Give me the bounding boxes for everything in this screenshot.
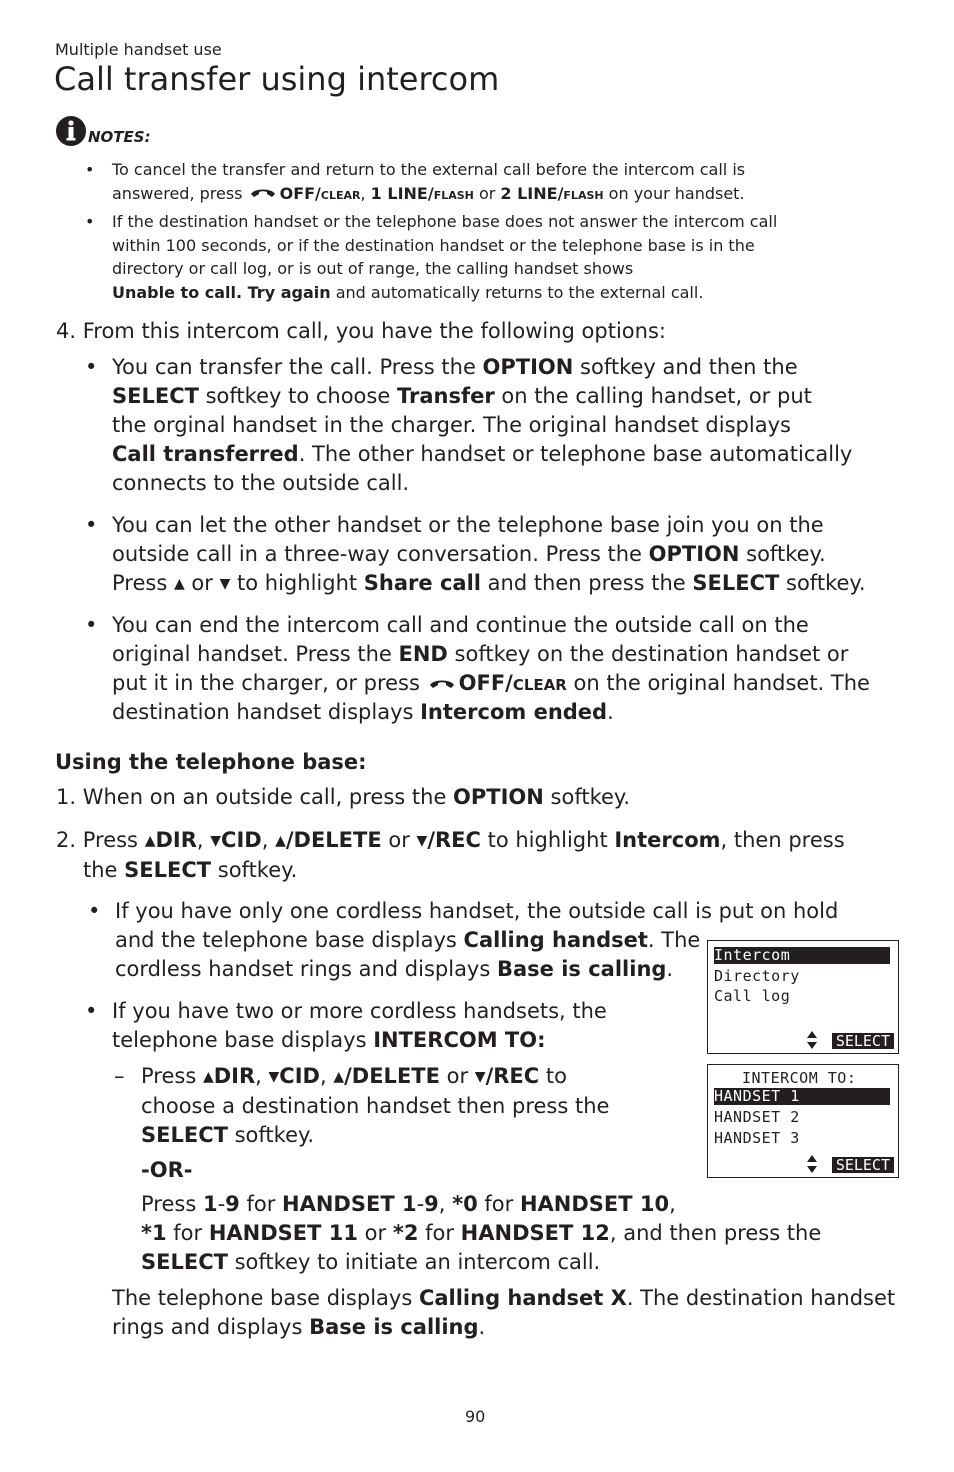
base-display-menu	[707, 940, 899, 1054]
note-item: • If the destination handset or the telephone base does not answer the intercom call within 100 seconds, or if the destination handset or the telephone base is in the directory or call log, or is out of range, the calling handset shows Unable to call. Try again and automatically returns to the external call.	[85, 212, 778, 302]
up-down-arrow-icon	[806, 1030, 818, 1050]
sub-step-navigate: – Press ▲DIR, ▼CID, ▲/DELETE or ▼/REC to choose a destination handset then press the SELECT softkey. -OR-	[114, 1064, 610, 1182]
up-arrow-icon: ▲	[202, 1069, 214, 1085]
select-softkey: SELECT	[832, 1157, 894, 1173]
notes-label: NOTES:	[88, 128, 151, 146]
base-bullet-one-handset: • If you have only one cordless handset, the outside call is put on hold and the telephone base displays Calling handset. The cordless handset rings and displays Base is calling.	[88, 899, 839, 981]
down-arrow-icon: ▼	[219, 576, 231, 592]
off-phone-icon	[427, 676, 457, 690]
option-transfer: • You can transfer the call. Press the OPTION softkey and then the SELECT softkey to choose Transfer on the calling handset, or put the orginal handset in the charger. The original handset displays Call transferred. The other handset or telephone base automatically connects to the outside call.	[85, 355, 853, 495]
display-row: HANDSET 2	[714, 1108, 800, 1126]
section-heading-base: Using the telephone base:	[55, 750, 367, 774]
display-row: Call log	[714, 987, 791, 1005]
up-arrow-icon: ▲	[333, 1069, 345, 1085]
base-display-intercom-to	[707, 1064, 899, 1178]
down-arrow-icon: ▼	[268, 1069, 280, 1085]
down-arrow-icon: ▼	[474, 1069, 486, 1085]
down-arrow-icon: ▼	[210, 833, 222, 849]
base-bullet-multi-handset: • If you have two or more cordless handsets, the telephone base displays INTERCOM TO:	[85, 999, 607, 1052]
closing-paragraph: The telephone base displays Calling handset X. The destination handset rings and displays Base is calling.	[112, 1286, 896, 1339]
display-row: HANDSET 3	[714, 1129, 800, 1147]
sub-step-keypad: Press 1-9 for HANDSET 1-9, *0 for HANDSET 10, *1 for HANDSET 11 or *2 for HANDSET 12, and then press the SELECT softkey to initiate an intercom call.	[141, 1192, 822, 1274]
page-number: 90	[465, 1407, 486, 1426]
down-arrow-icon: ▼	[416, 833, 428, 849]
option-share-call: • You can let the other handset or the telephone base join you on the outside call in a three-way conversation. Press the OPTION softkey. Press ▲ or ▼ to highlight Share call and then press the SELECT softkey.	[85, 513, 866, 595]
base-step-1: 1. When on an outside call, press the OPTION softkey.	[56, 785, 631, 809]
select-softkey: SELECT	[832, 1033, 894, 1049]
display-row-highlighted: HANDSET 1	[714, 1088, 890, 1105]
info-icon	[55, 115, 87, 147]
option-end-intercom: • You can end the intercom call and continue the outside call on the original handset. Press the END softkey on the destination handset or put it in the charger, or press OFF/clear on the original handset. The destination handset displays Intercom ended.	[85, 613, 870, 724]
step-4: 4. From this intercom call, you have the following options:	[56, 319, 666, 343]
or-label: -OR-	[141, 1158, 193, 1182]
base-step-2: 2. Press ▲DIR, ▼CID, ▲/DELETE or ▼/REC to highlight Intercom, then press the SELECT softkey.	[56, 828, 845, 882]
page-title: Call transfer using intercom	[54, 60, 500, 98]
display-row-highlighted: Intercom	[714, 947, 890, 964]
up-down-arrow-icon	[806, 1154, 818, 1174]
up-arrow-icon: ▲	[144, 833, 156, 849]
off-phone-icon	[248, 185, 278, 199]
section-label: Multiple handset use	[55, 40, 222, 59]
up-arrow-icon: ▲	[275, 833, 286, 849]
note-item: • To cancel the transfer and return to the external call before the intercom call is answered, press OFF/clear, 1 LINE/flash or 2 LINE/flash on your handset.	[85, 160, 746, 203]
display-row: Directory	[714, 967, 800, 985]
display-title: INTERCOM TO:	[742, 1069, 857, 1087]
up-arrow-icon: ▲	[173, 576, 185, 592]
